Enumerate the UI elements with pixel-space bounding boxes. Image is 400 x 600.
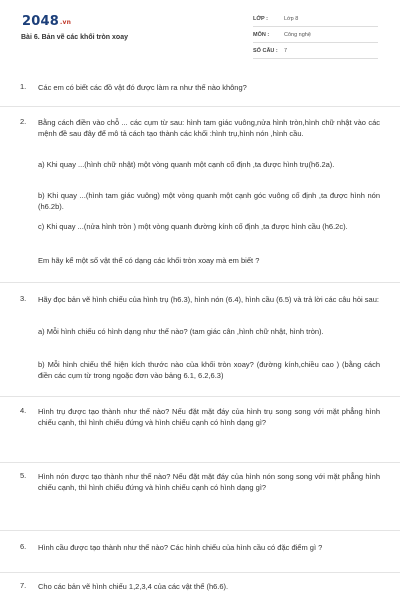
logo-suffix: .vn [59,19,72,26]
question-text: Các em có biết các đồ vật đó được làm ra như thế nào không? [38,83,247,92]
question-item-7 [0,572,400,600]
question-subpart-a: a) Mỗi hình chiếu có hình dạng như thế nào? (tam giác cân ,hình chữ nhật, hình tròn). [38,327,324,336]
question-number: 4. [20,406,27,415]
question-subpart-b: b) Khi quay ...(hình tam giác vuông) một vòng quanh một cạnh góc vuông cố định ,ta được hình nón (h6.2b). [38,191,380,211]
meta-key-count: SỐ CÂU : [253,48,278,54]
meta-key-grade: LỚP : [253,16,268,22]
meta-row-grade [253,13,378,27]
question-text: Hình trụ được tạo thành như thế nào? Nếu đặt mặt đáy của hình trụ song song với mặt phẳng hình chiếu cạnh, thì hình chiếu đứng và hình chiếu cạnh có hình dạng gì? [38,407,380,427]
question-number: 5. [20,471,27,480]
question-item-2 [0,106,400,274]
question-text: Hình cầu được tạo thành như thế nào? Các hình chiếu của hình cầu có đặc điểm gì ? [38,543,323,552]
question-subpart-b: b) Mỗi hình chiếu thể hiện kích thước nào của khối tròn xoay? (đường kính,chiều cao ) (bằng cách điền các cụm từ trong ngoặc đơn vào bảng 6.1, 6.2,6.3) [38,360,380,380]
question-subpart-c: c) Khi quay ...(nửa hình tròn ) một vòng quanh đường kính cố định ,ta được hình cầu (h6.2c). [38,222,348,231]
question-number: 3. [20,294,27,303]
question-number: 2. [20,117,27,126]
logo-text: 2048 [22,14,59,29]
question-item-6 [0,530,400,572]
question-text: Bằng cách điền vào chỗ ... các cụm từ sau: hình tam giác vuông,nửa hình tròn,hình chữ nhật vào các mệnh đề sau đây để mô tả cách tạo thành các khối :hình trụ,hình nón ,hình cầu. [38,118,380,138]
question-item-5 [0,462,400,530]
lesson-title: Bài 6. Bản vẽ các khối tròn xoay [21,34,128,41]
site-logo[interactable] [22,14,71,29]
question-number: 6. [20,542,27,551]
question-number: 7. [20,581,27,590]
meta-value-grade: Lớp 8 [284,16,299,22]
question-number: 1. [20,82,27,91]
question-text: Cho các bản vẽ hình chiếu 1,2,3,4 của các vật thể (h6.6). [38,582,229,591]
question-item-4 [0,396,400,462]
meta-row-subject [253,29,378,43]
question-text: Hãy đọc bản vẽ hình chiếu của hình trụ (h6.3), hình nón (6.4), hình cầu (6.5) và trả lời các câu hỏi sau: [38,295,379,304]
meta-row-count [253,45,378,59]
meta-value-subject: Công nghệ [284,32,311,38]
question-text: Hình nón được tạo thành như thế nào? Nếu đặt mặt đáy của hình nón song song với mặt phẳng hình chiếu cạnh, thì hình chiếu đứng và hình chiếu cạnh có hình dạng gì? [38,472,380,492]
meta-key-subject: MÔN : [253,32,270,38]
meta-value-count: 7 [284,48,288,54]
worksheet-header [0,0,400,64]
question-item-3 [0,282,400,396]
question-subpart-a: a) Khi quay ...(hình chữ nhật) một vòng quanh một cạnh cố định ,ta được hình trụ(h6.2a). [38,160,335,169]
question-item-1 [0,70,400,100]
question-subpart-followup: Em hãy kể một số vật thể có dạng các khối tròn xoay mà em biết ? [38,256,260,265]
